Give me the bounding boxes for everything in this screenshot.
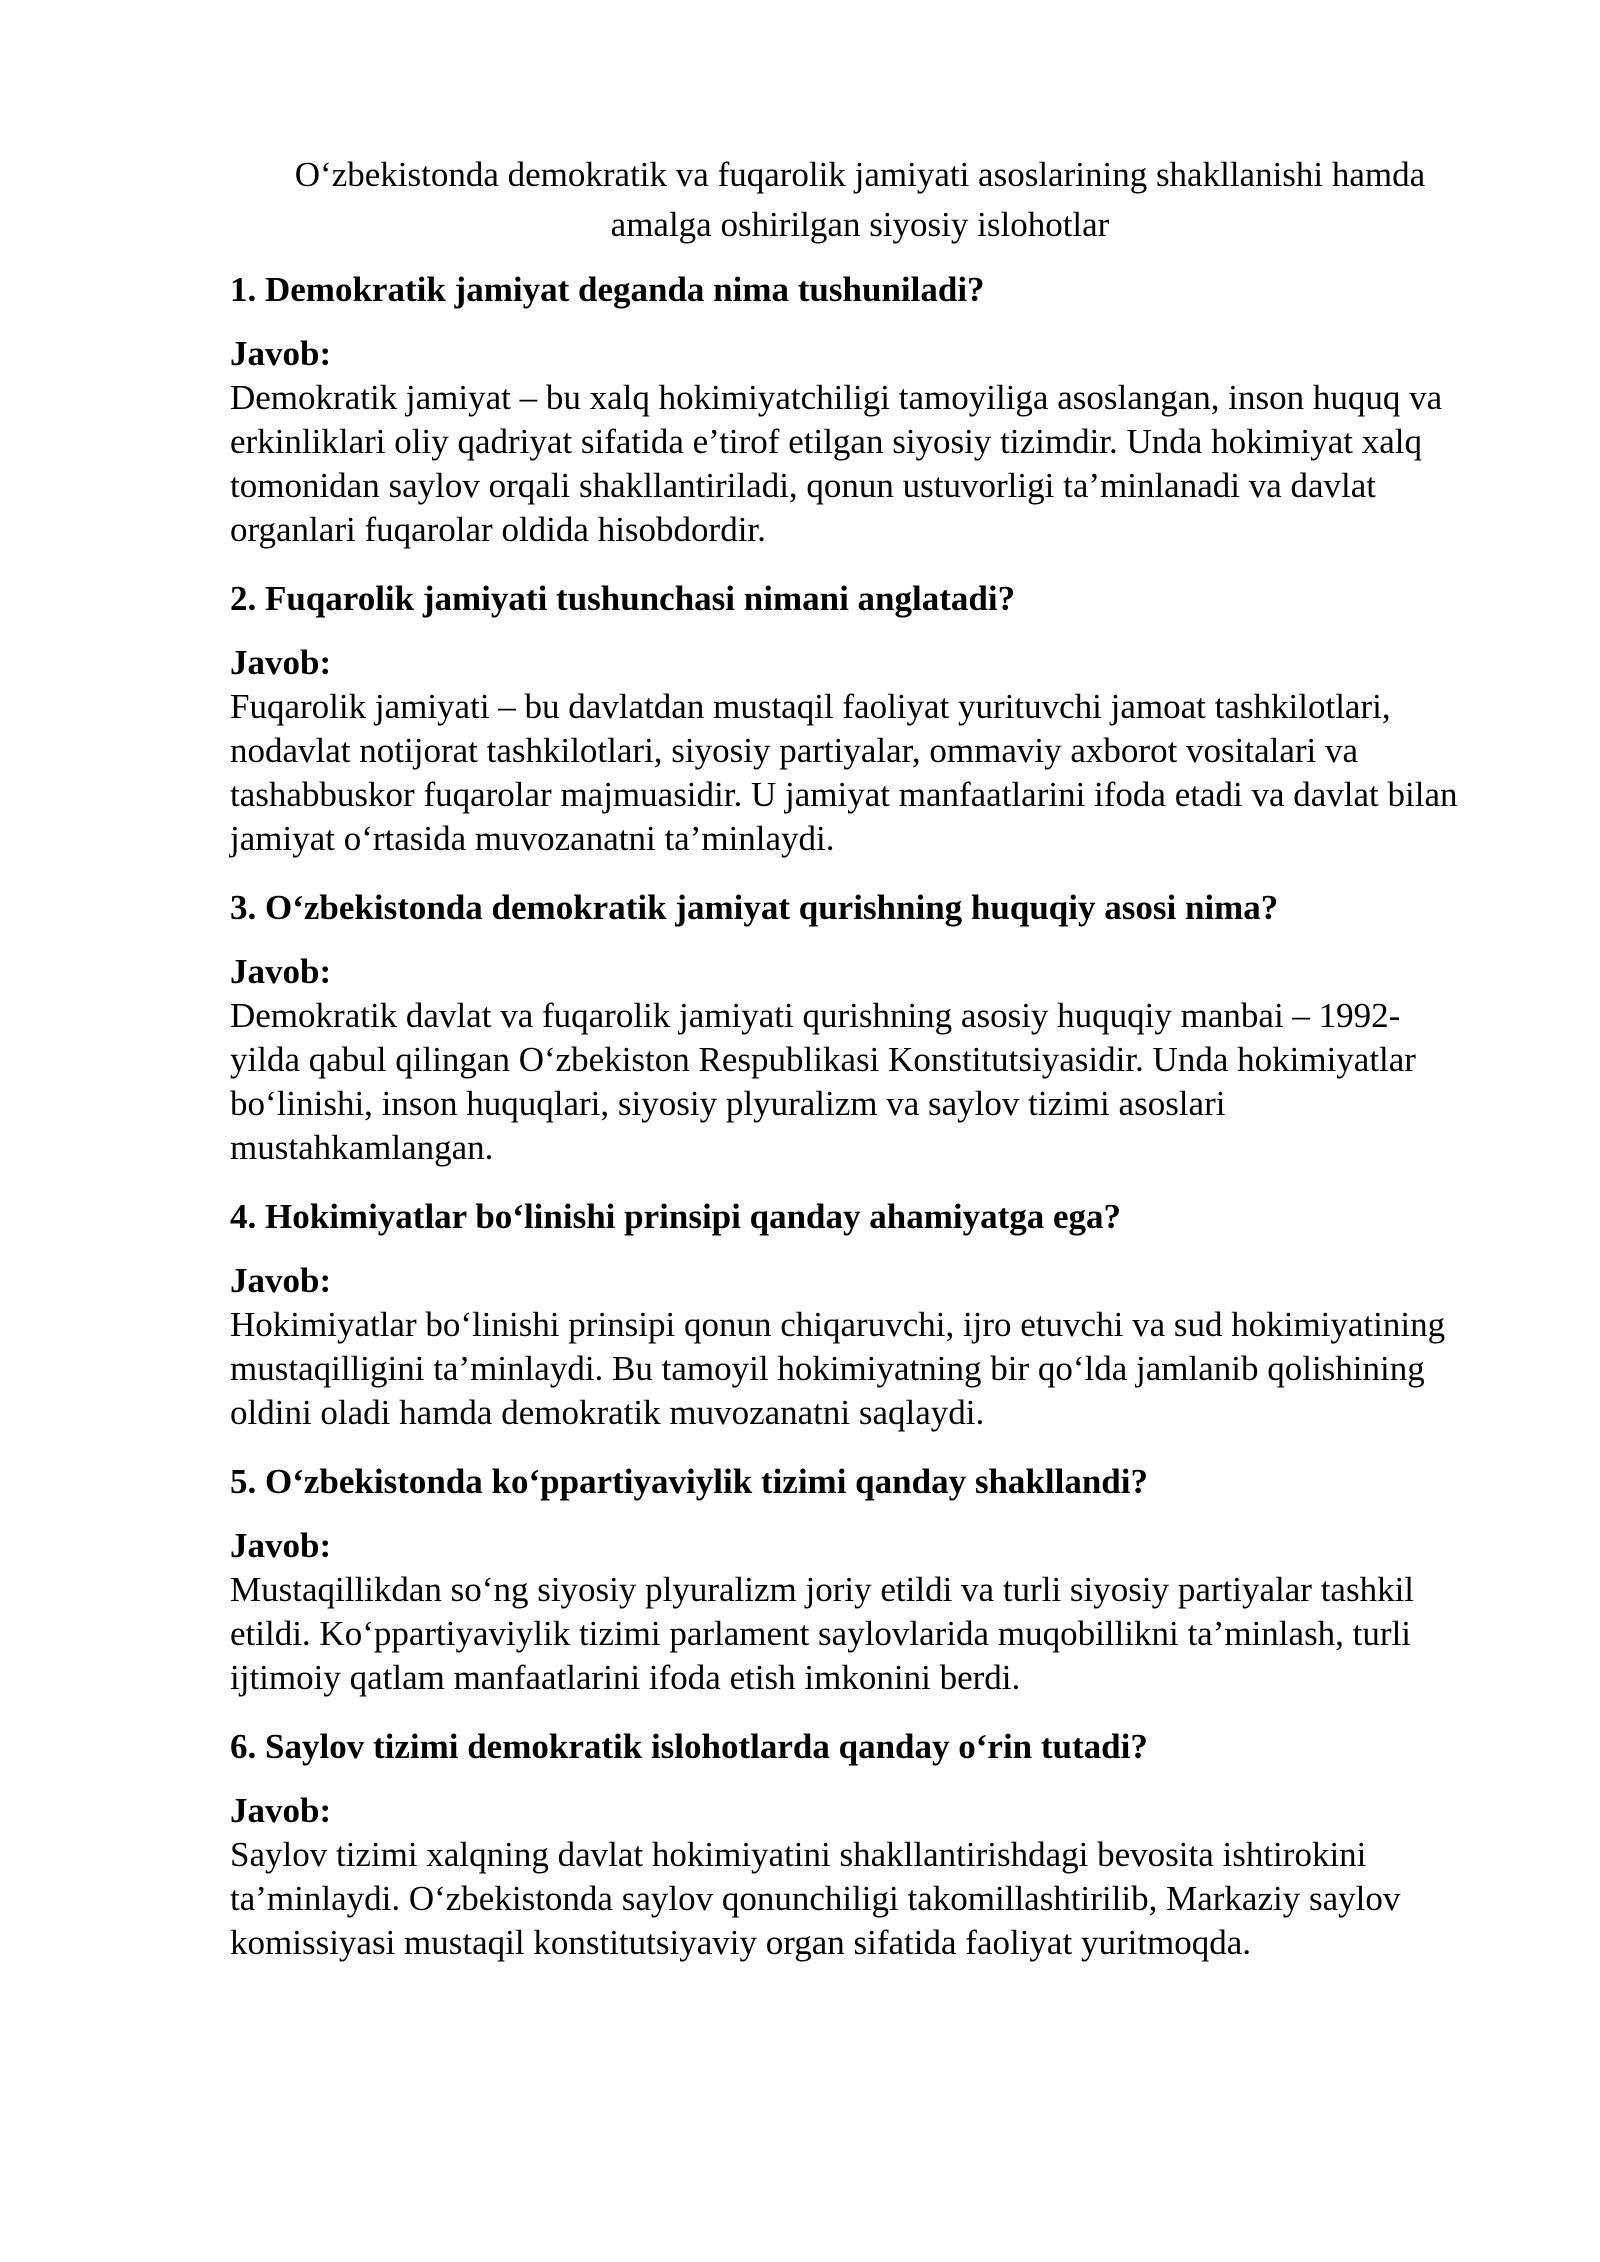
answer-label-6: Javob:	[230, 1791, 332, 1830]
document-title: O‘zbekistonda demokratik va fuqarolik jamiyati asoslarining shakllanishi hamda amalga oshirilgan siyosiy islohotlar	[294, 155, 1426, 244]
answer-label-5: Javob:	[230, 1526, 332, 1565]
answer-text-4: Hokimiyatlar bo‘linishi prinsipi qonun chiqaruvchi, ijro etuvchi va sud hokimiyatining mustaqilligini ta’minlaydi. Bu tamoyil hokimiyatning bir qo‘lda jamlanib qolishining oldini oladi hamda demokratik muvozanatni saqlaydi.	[230, 1305, 1446, 1432]
answer-text-2: Fuqarolik jamiyati – bu davlatdan mustaqil faoliyat yurituvchi jamoat tashkilotlari, nodavlat notijorat tashkilotlari, siyosiy partiyalar, ommaviy axborot vositalari va tashabbuskor fuqarolar majmuasidir. U jamiyat manfaatlarini ifoda etadi va davlat bilan jamiyat o‘rtasida muvozanatni ta’minlaydi.	[230, 687, 1458, 858]
question-6: 6. Saylov tizimi demokratik islohotlarda qanday o‘rin tutadi?	[230, 1727, 1148, 1766]
qa-item-1	[230, 268, 1490, 552]
answer-label-4: Javob:	[230, 1261, 332, 1300]
document-page	[230, 150, 1490, 1990]
answer-label-1: Javob:	[230, 334, 332, 373]
question-2: 2. Fuqarolik jamiyati tushunchasi nimani anglatadi?	[230, 579, 1016, 618]
answer-text-6: Saylov tizimi xalqning davlat hokimiyatini shakllantirishdagi bevosita ishtirokini ta’minlaydi. O‘zbekistonda saylov qonunchiligi takomillashtirilib, Markaziy saylov komissiyasi mustaqil konstitutsiyaviy organ sifatida faoliyat yuritmoqda.	[230, 1835, 1401, 1962]
qa-item-3	[230, 886, 1490, 1170]
qa-item-6	[230, 1725, 1490, 1965]
answer-text-3: Demokratik davlat va fuqarolik jamiyati qurishning asosiy huquqiy manbai – 1992-yilda qabul qilingan O‘zbekiston Respublikasi Konstitutsiyasidir. Unda hokimiyatlar bo‘linishi, inson huquqlari, siyosiy plyuralizm va saylov tizimi asoslari mustahkamlangan.	[230, 996, 1416, 1167]
question-3: 3. O‘zbekistonda demokratik jamiyat qurishning huquqiy asosi nima?	[230, 888, 1279, 927]
question-4: 4. Hokimiyatlar bo‘linishi prinsipi qanday ahamiyatga ega?	[230, 1197, 1122, 1236]
qa-item-5	[230, 1460, 1490, 1700]
answer-label-3: Javob:	[230, 952, 332, 991]
answer-text-1: Demokratik jamiyat – bu xalq hokimiyatchiligi tamoyiliga asoslangan, inson huquq va erkinliklari oliy qadriyat sifatida e’tirof etilgan siyosiy tizimdir. Unda hokimiyat xalq tomonidan saylov orqali shakllantiriladi, qonun ustuvorligi ta’minlanadi va davlat organlari fuqarolar oldida hisobdordir.	[230, 378, 1443, 549]
answer-text-5: Mustaqillikdan so‘ng siyosiy plyuralizm joriy etildi va turli siyosiy partiyalar tashkil etildi. Ko‘ppartiyaviylik tizimi parlament saylovlarida muqobillikni ta’minlash, turli ijtimoiy qatlam manfaatlarini ifoda etish imkonini berdi.	[230, 1570, 1415, 1697]
answer-label-2: Javob:	[230, 643, 332, 682]
question-5: 5. O‘zbekistonda ko‘ppartiyaviylik tizimi qanday shakllandi?	[230, 1462, 1148, 1501]
qa-item-2	[230, 577, 1490, 861]
qa-item-4	[230, 1195, 1490, 1435]
question-1: 1. Demokratik jamiyat deganda nima tushuniladi?	[230, 270, 985, 309]
